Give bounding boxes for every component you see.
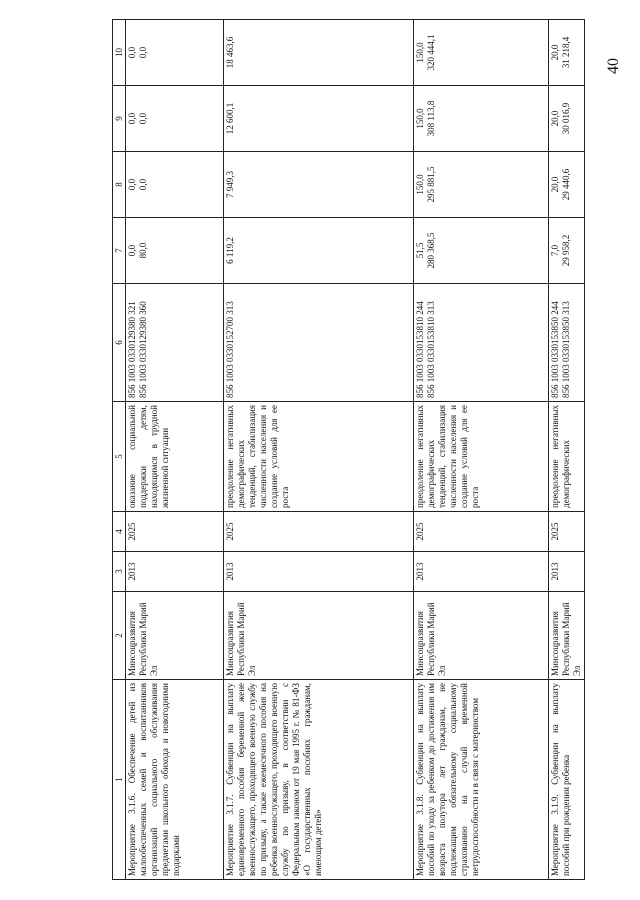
budget-code	[414, 284, 549, 402]
expected-result: оказание социальной поддержки детям, находящимся в трудной жизненной ситуации	[126, 402, 224, 512]
column-header: 1	[113, 680, 126, 880]
table-row	[549, 20, 585, 880]
value-col8	[224, 152, 414, 218]
value: 0,0	[127, 244, 137, 257]
budget-code-line: 856 1003 0330129380 321	[127, 301, 137, 398]
budget-code	[126, 284, 224, 402]
budget-code-line: 856 1003 0330152700 313	[225, 301, 235, 398]
column-header: 7	[113, 218, 126, 284]
activity-description: Мероприятие 3.1.7. Субвенции на выплату единовременного пособия беременной жене военнослужащего, проходящего военную службу по призыву, а также ежемесячного пособия на ребенка военнослужащего, проходящего военную службу по призыву, в соответствии с Федеральным законом от 19 мая 1995 г. № 81-ФЗ «О государственных пособиях гражданам, имеющим детей»	[224, 680, 414, 880]
end-year: 2025	[549, 512, 585, 552]
value-col7	[224, 218, 414, 284]
value: 80,0	[137, 242, 148, 259]
page-number: 40	[605, 58, 622, 74]
value: 0,0	[137, 178, 148, 191]
value-col8	[549, 152, 585, 218]
value-col10	[126, 20, 224, 86]
column-header: 4	[113, 512, 126, 552]
end-year: 2025	[224, 512, 414, 552]
header-row	[113, 20, 126, 880]
value-col9	[414, 86, 549, 152]
expected-result: преодоление негативных демографических тенденций, стабилизация численности населения и создание условий для ее роста	[414, 402, 549, 512]
column-header: 8	[113, 152, 126, 218]
value-col10	[549, 20, 585, 86]
value: 295 881,5	[425, 166, 436, 203]
table-row	[414, 20, 549, 880]
value: 29 958,2	[560, 234, 571, 267]
start-year: 2013	[549, 552, 585, 592]
column-header: 9	[113, 86, 126, 152]
expected-result: преодоление негативных демографических тенденций, стабилизация численности населения и создание условий для ее роста	[224, 402, 414, 512]
value: 20,0	[550, 110, 560, 127]
value-col7	[126, 218, 224, 284]
expected-result: преодоление негативных демографических	[549, 402, 585, 512]
value-col9	[224, 86, 414, 152]
value-col7	[549, 218, 585, 284]
column-header: 5	[113, 402, 126, 512]
executor: Минсоцразвития Республики Марий Эл	[224, 592, 414, 680]
budget-code-line: 856 1003 0330129380 360	[137, 301, 148, 398]
executor: Минсоцразвития Республики Марий Эл	[414, 592, 549, 680]
activity-description: Мероприятие 3.1.9. Субвенции на выплату пособий при рождении ребенка	[549, 680, 585, 880]
value-col9	[549, 86, 585, 152]
value: 51,5	[415, 242, 425, 259]
value: 18 463,6	[225, 36, 235, 69]
budget-code	[224, 284, 414, 402]
value: 150,0	[415, 174, 425, 195]
end-year: 2025	[414, 512, 549, 552]
value: 280 368,5	[425, 232, 436, 269]
executor: Минсоцразвития Республики Марий Эл	[126, 592, 224, 680]
column-header: 2	[113, 592, 126, 680]
value: 308 113,8	[425, 100, 436, 137]
value: 20,0	[550, 44, 560, 61]
value: 30 016,9	[560, 102, 571, 135]
value: 31 218,4	[560, 36, 571, 69]
value: 0,0	[137, 46, 148, 59]
start-year: 2013	[414, 552, 549, 592]
value: 150,0	[415, 42, 425, 63]
budget-code-line: 856 1003 0330153810 244	[415, 301, 425, 398]
value: 0,0	[127, 112, 137, 125]
column-header: 3	[113, 552, 126, 592]
value: 0,0	[127, 178, 137, 191]
column-header: 6	[113, 284, 126, 402]
start-year: 2013	[224, 552, 414, 592]
end-year: 2025	[126, 512, 224, 552]
value: 12 600,1	[225, 102, 235, 135]
start-year: 2013	[126, 552, 224, 592]
value: 320 444,1	[425, 34, 436, 71]
budget-code	[549, 284, 585, 402]
value-col7	[414, 218, 549, 284]
program-activities-table	[112, 19, 585, 880]
value: 20,0	[550, 176, 560, 193]
column-header: 10	[113, 20, 126, 86]
value: 29 440,6	[560, 168, 571, 201]
budget-code-line: 856 1003 0330153850 313	[560, 301, 571, 398]
table-row	[126, 20, 224, 880]
budget-code-line: 856 1003 0330153810 313	[425, 301, 436, 398]
value: 7,0	[550, 244, 560, 257]
table-row	[224, 20, 414, 880]
executor: Минсоцразвития Республики Марий Эл	[549, 592, 585, 680]
budget-code-line: 856 1003 0330153850 244	[550, 301, 560, 398]
rotated-table-container	[112, 20, 582, 880]
value-col8	[126, 152, 224, 218]
value-col10	[414, 20, 549, 86]
value: 0,0	[137, 112, 148, 125]
value: 7 949,3	[225, 171, 235, 198]
activity-description: Мероприятие 3.1.8. Субвенции на выплату пособий по уходу за ребенком до достижения им возраста полутора лет гражданам, не подлежащим обязательному социальному страхованию на случай временной нетрудоспособности и в связи с материнством	[414, 680, 549, 880]
value: 150,0	[415, 108, 425, 129]
activity-description: Мероприятие 3.1.6. Обеспечение детей из малообеспеченных семей и воспитанников организаций социального обслуживания предметами школьного обихода и новогодними подарками	[126, 680, 224, 880]
value-col10	[224, 20, 414, 86]
value-col8	[414, 152, 549, 218]
value: 6 119,2	[225, 237, 235, 264]
value-col9	[126, 86, 224, 152]
value: 0,0	[127, 46, 137, 59]
